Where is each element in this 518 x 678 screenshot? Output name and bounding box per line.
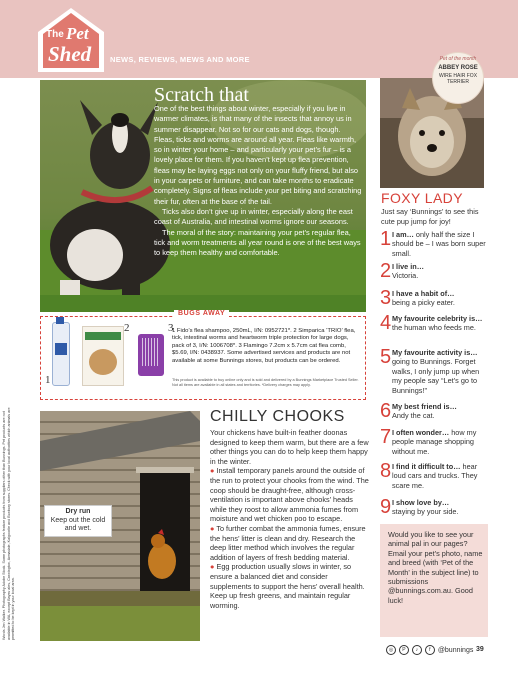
chooks-bullet-text: To further combat the ammonia fumes, ensure the hens’ litter is clean and dry. Research the deep litter method which involves the regular addition of layers of fresh bedding material. xyxy=(210,523,366,562)
simparica-box-image xyxy=(82,326,124,386)
qa-question: My best friend is… xyxy=(392,402,457,411)
social-handle: @bunnings xyxy=(437,646,474,654)
chooks-bullet xyxy=(210,524,370,562)
qa-question: I often wonder… xyxy=(392,428,450,437)
dry-run-callout xyxy=(44,505,112,537)
qa-number: 6 xyxy=(380,400,392,422)
qa-question: I have a habit of… xyxy=(392,289,455,298)
qa-answer: hear loud cars and trucks. They scare me. xyxy=(392,462,478,490)
badge-breed: WIRE HAIR FOX TERRIER xyxy=(438,73,478,85)
qa-answer: Andy the cat. xyxy=(392,411,435,421)
qa-question: I find it difficult to… xyxy=(392,462,461,471)
qa-item xyxy=(380,402,488,421)
foxy-intro: Just say ‘Bunnings’ to see this cute pup jump for joy! xyxy=(381,207,479,226)
qa-question: My favourite activity is… xyxy=(392,348,478,357)
pet-of-month-badge xyxy=(432,52,484,104)
submission-box xyxy=(380,524,488,637)
social-links xyxy=(386,645,473,655)
product-number-1: 1 xyxy=(45,374,51,386)
badge-pet-name: ABBEY ROSE xyxy=(438,65,478,71)
qa-question: I show love by… xyxy=(392,498,450,507)
photo-credit: Words Jen Walker. Photography Adobe Stock. Some photographs feature products from suppliers other than Bunnings. Pet products are not available in WA, except Baysv ales, Cannington, Armadale, Kalgoorlie and Bunbury stores. Check with your local authorities which animals are permitted to be kept in your local area. xyxy=(2,407,15,640)
submission-text: Would you like to see your animal pal in our pages? Email your pet’s photo, name and breed (with ‘Pet of the Month’ in the subject line) to submissions @bunnings.com.au. Good luck! xyxy=(388,530,483,605)
qa-answer: the human who feeds me. xyxy=(392,323,476,333)
qa-item xyxy=(380,498,488,517)
qa-answer: Victoria. xyxy=(392,271,419,281)
qa-number: 3 xyxy=(380,287,392,309)
page-number: 39 xyxy=(476,646,484,653)
bullet-dot-icon: ● xyxy=(210,466,215,476)
qa-number: 8 xyxy=(380,460,392,482)
qa-item xyxy=(380,348,488,395)
pinterest-icon[interactable]: P xyxy=(399,645,409,655)
flea-comb-image xyxy=(138,334,164,376)
qa-item xyxy=(380,262,488,281)
qa-item xyxy=(380,289,488,308)
bugs-away-label: BUGS AWAY xyxy=(174,310,229,317)
logo-shed: Shed xyxy=(48,42,92,66)
bugs-away-text: 1 Fido’s flea shampoo, 250mL, I/N: 0952721*. 2 Simparica ‘TRIO’ flea, tick, intestinal worms and heartworm triple protection for large dogs, pack of 3, I/N: 1006708*. 3 Flamingo 7.2cm x 5.7cm cat flea comb, $5.69, I/N: 0438937. Some advertised services and products are not available at some Bunnings stores, but products can be ordered. xyxy=(172,328,356,364)
chooks-bullet-text: Install temporary panels around the outside of the run to protect your chooks from the wind. The coop should be draught-free, although cross-ventilation is important above chooks’ heads while they roost to allow ammonia fumes from moisture and wet chicken poo to escape. xyxy=(210,466,369,524)
bullet-dot-icon: ● xyxy=(210,562,215,572)
scratch-paragraph: The moral of the story: maintaining your pet’s regular flea, tick and worm treatments all year round is one of the best ways to keep them healthy and comfortable. xyxy=(154,227,361,258)
qa-answer: staying by your side. xyxy=(392,507,459,517)
foxy-lady-title: FOXY LADY xyxy=(381,190,463,206)
qa-item xyxy=(380,314,488,333)
qa-item xyxy=(380,428,488,456)
dry-run-title: Dry run xyxy=(65,508,91,515)
qa-item xyxy=(380,230,488,258)
qa-answer: being a picky eater. xyxy=(392,298,455,308)
chooks-bullet-text: Egg production usually slows in winter, so ensure a balanced diet and consider supplements to support the hens’ overall health. Keep up fresh greens, and maintain regular worming. xyxy=(210,562,365,610)
qa-number: 1 xyxy=(380,228,392,250)
section-tagline: NEWS, REVIEWS, MEWS AND MORE xyxy=(110,55,250,64)
qa-item xyxy=(380,462,488,490)
tiktok-icon[interactable]: ♪ xyxy=(412,645,422,655)
chooks-bullet xyxy=(210,562,370,610)
qa-question: My favourite celebrity is… xyxy=(392,314,483,323)
qa-answer: going to Bunnings. Forget walks, I only jump up when my people say “Let’s go to Bunnings!” xyxy=(392,357,480,395)
qa-number: 5 xyxy=(380,346,392,368)
qa-answer: only half the size I should be – I was born super small. xyxy=(392,230,486,258)
qa-question: I live in… xyxy=(392,262,425,271)
scratch-paragraph: Ticks also don’t give up in winter, especially along the east coast of Australia, and intestinal worms ignore our seasons. xyxy=(154,206,353,227)
bugs-away-disclaimer: This product is available to buy online only and is sold and delivered by a Bunnings Marketplace Trusted Seller. Not all items are available in all states and territories. *Delivery charges may apply. xyxy=(172,378,359,387)
scratch-title: Scratch that xyxy=(154,84,249,106)
scratch-body xyxy=(154,104,362,258)
qa-question: I am… xyxy=(392,230,414,239)
chooks-intro: Your chickens have built-in feather doonas designed to keep them warm, but there are a few other things you can do to help keep them happy in the winter. xyxy=(210,428,369,466)
chilly-chooks-body xyxy=(210,428,370,610)
instagram-icon[interactable]: ◎ xyxy=(386,645,396,655)
product-number-3: 3 xyxy=(168,322,174,334)
pet-shed-logo xyxy=(36,6,106,72)
badge-arc-text: Pet of the month xyxy=(439,56,477,62)
bullet-dot-icon: ● xyxy=(210,523,215,533)
product-number-2: 2 xyxy=(124,322,130,334)
scratch-paragraph: One of the best things about winter, especially if you live in warmer climates, is that many of the insects that annoy us in summer disappear. Not so for our cats and dogs, though. Fleas, ticks and worms are around all year. Fleas like warmth, so in winter your home – and particularly your pet’s fur – is a lovely place for them. If you haven’t kept up flea prevention, fleas may be laying eggs not only on your fluffy friend, but also in your carpets or furniture, and can take months to eradicate completely. Signs of fleas include your pet biting and scratching their fur, often at the base of the tail. xyxy=(154,104,362,206)
chilly-chooks-title: CHILLY CHOOKS xyxy=(210,408,345,425)
qa-number: 7 xyxy=(380,426,392,448)
qa-answer: how my people manage shopping without me. xyxy=(392,428,477,456)
qa-number: 2 xyxy=(380,260,392,282)
shampoo-bottle-image xyxy=(52,322,70,386)
logo-pet: Pet xyxy=(66,24,89,43)
chooks-bullet xyxy=(210,466,370,524)
logo-the: The xyxy=(46,29,64,40)
qa-number: 9 xyxy=(380,496,392,518)
facebook-icon[interactable]: f xyxy=(425,645,435,655)
qa-number: 4 xyxy=(380,312,392,334)
dry-run-text: Keep out the cold and wet. xyxy=(50,516,106,532)
